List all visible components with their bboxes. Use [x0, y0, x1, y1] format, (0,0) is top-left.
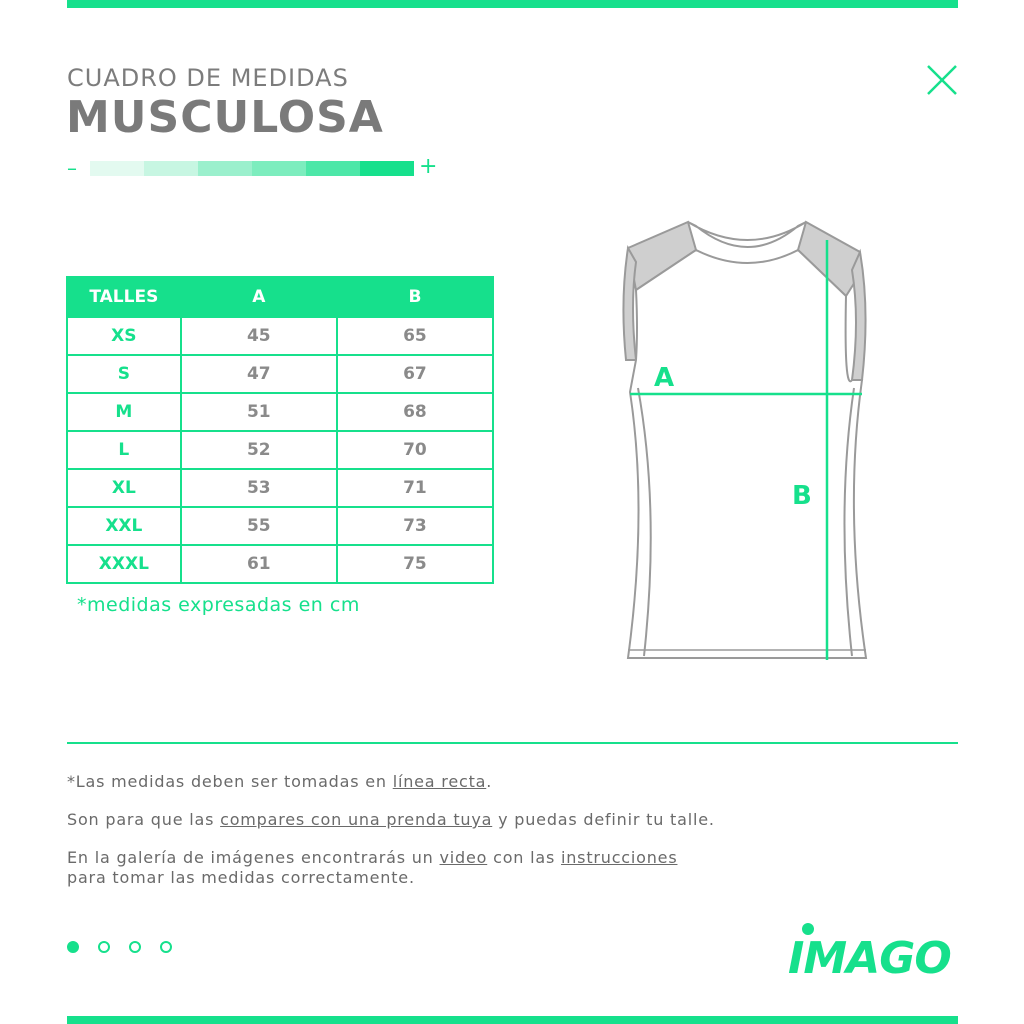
table-row	[67, 355, 493, 393]
scale-segment	[360, 161, 414, 176]
page-title: MUSCULOSA	[66, 92, 384, 143]
measure-a-cell: 45	[181, 317, 337, 355]
measurement-notes	[67, 772, 947, 906]
measure-a-cell: 55	[181, 507, 337, 545]
measure-b-cell: 68	[337, 393, 493, 431]
section-divider	[67, 742, 958, 744]
instructions-link[interactable]: instrucciones	[561, 848, 678, 867]
measure-b-cell: 75	[337, 545, 493, 583]
measure-a-cell: 53	[181, 469, 337, 507]
top-accent-bar	[67, 0, 958, 8]
page-dot[interactable]	[129, 941, 141, 953]
close-button[interactable]	[924, 62, 960, 98]
size-cell: S	[67, 355, 181, 393]
scale-segment	[306, 161, 360, 176]
note-text: En la galería de imágenes encontrarás un	[67, 848, 440, 867]
label-a: A	[654, 363, 675, 393]
measure-b-cell: 70	[337, 431, 493, 469]
scale-segment	[198, 161, 252, 176]
note-line-1	[67, 772, 947, 792]
table-row	[67, 469, 493, 507]
left-armhole-band	[623, 248, 636, 360]
size-table-header-row	[67, 277, 493, 317]
scale-segment	[90, 161, 144, 176]
shirt-body-outline	[688, 222, 806, 247]
measure-a-cell: 47	[181, 355, 337, 393]
tank-top-diagram	[608, 210, 888, 680]
header-a: A	[181, 277, 337, 317]
close-icon	[924, 62, 960, 98]
table-row	[67, 431, 493, 469]
page-dot[interactable]	[98, 941, 110, 953]
video-link[interactable]: video	[439, 848, 488, 867]
size-cell: L	[67, 431, 181, 469]
measure-a-cell: 52	[181, 431, 337, 469]
right-armhole-band	[852, 252, 866, 380]
measure-a-cell: 61	[181, 545, 337, 583]
size-cell: XS	[67, 317, 181, 355]
fit-scale	[67, 154, 439, 180]
scale-plus-label: +	[419, 154, 438, 179]
brand-logo	[786, 921, 962, 979]
scale-segment	[252, 161, 306, 176]
scale-segment	[144, 161, 198, 176]
size-table	[66, 276, 494, 584]
note-text: y puedas definir tu talle.	[492, 810, 715, 829]
measure-a-cell: 51	[181, 393, 337, 431]
note-text: para tomar las medidas correctamente.	[67, 868, 415, 887]
bottom-accent-bar	[67, 1016, 958, 1024]
note-line-3	[67, 848, 947, 888]
brand-logo-text: IMAGO	[788, 933, 951, 979]
note-text: *Las medidas deben ser tomadas en	[67, 772, 393, 791]
note-line-2	[67, 810, 947, 830]
note-text: con las	[487, 848, 561, 867]
measure-b-cell: 65	[337, 317, 493, 355]
size-cell: XL	[67, 469, 181, 507]
table-row	[67, 317, 493, 355]
page-dot[interactable]	[160, 941, 172, 953]
size-cell: XXXL	[67, 545, 181, 583]
table-row	[67, 545, 493, 583]
header-talles: TALLES	[67, 277, 181, 317]
measure-b-cell: 71	[337, 469, 493, 507]
shirt-body	[628, 250, 866, 658]
note-text: Son para que las	[67, 810, 221, 829]
page-dot[interactable]	[67, 941, 79, 953]
scale-minus-label: –	[67, 156, 77, 180]
units-note: *medidas expresadas en cm	[77, 594, 360, 616]
size-cell: M	[67, 393, 181, 431]
measure-b-cell: 67	[337, 355, 493, 393]
size-cell: XXL	[67, 507, 181, 545]
compare-garment-link[interactable]: compares con una prenda tuya	[220, 810, 493, 829]
page-subtitle: CUADRO DE MEDIDAS	[67, 64, 349, 92]
measure-b-cell: 73	[337, 507, 493, 545]
table-row	[67, 393, 493, 431]
note-text: .	[486, 772, 493, 791]
header-b: B	[337, 277, 493, 317]
linea-recta-link[interactable]: línea recta	[392, 772, 487, 791]
label-b: B	[792, 481, 812, 511]
table-row	[67, 507, 493, 545]
